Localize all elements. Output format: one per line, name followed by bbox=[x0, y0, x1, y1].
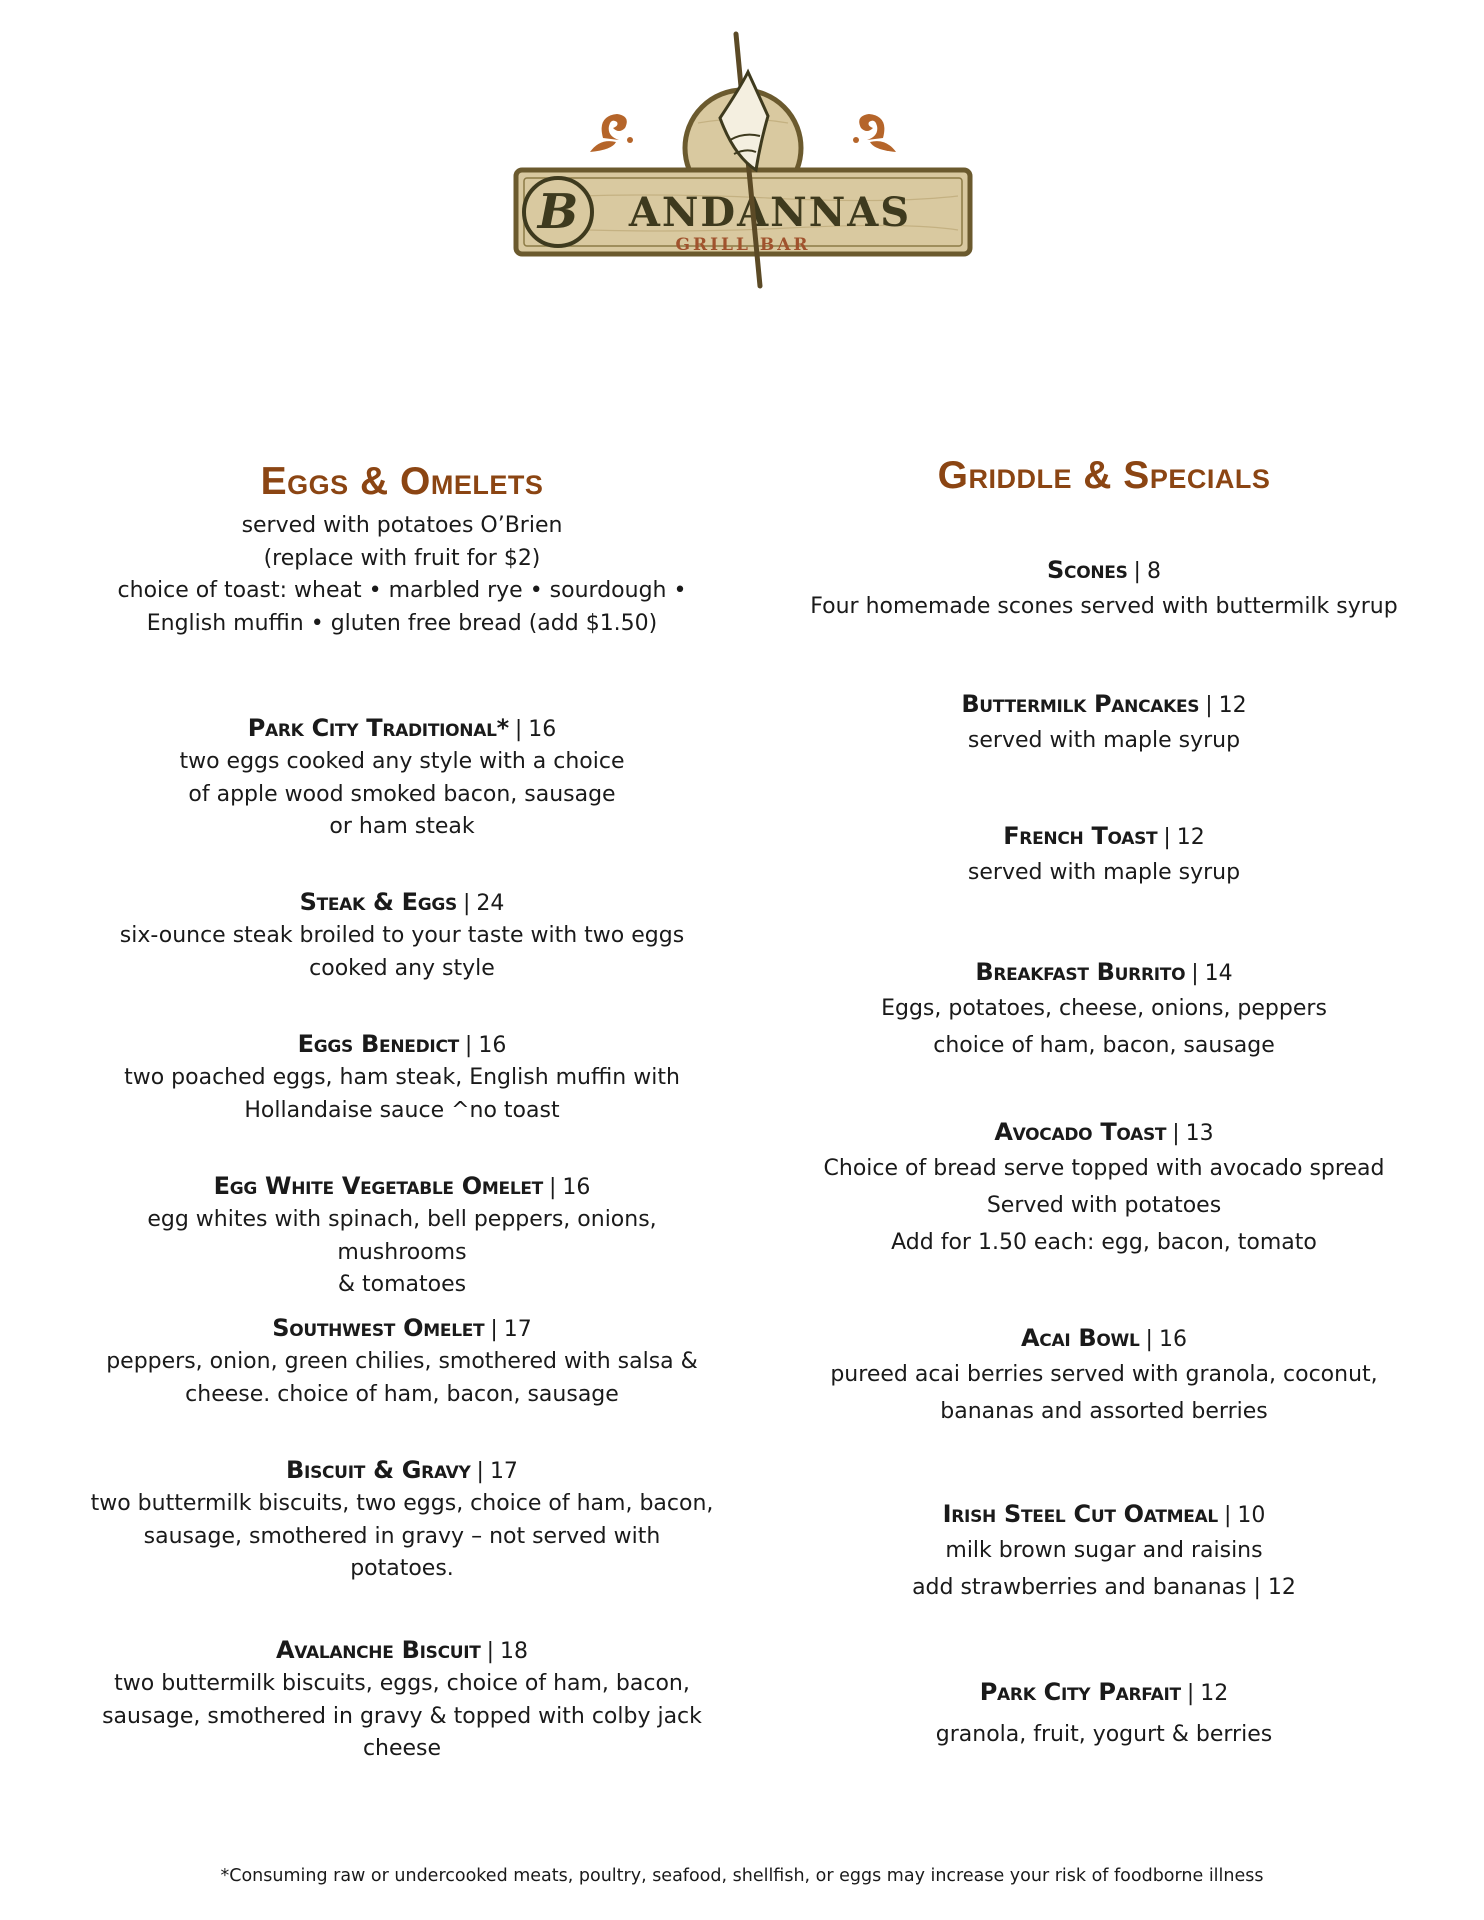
menu-item-park-city-traditional bbox=[82, 712, 722, 844]
svg-text:ANDANNAS: ANDANNAS bbox=[628, 189, 912, 236]
item-description: sausage, smothered in gravy – not served with bbox=[143, 1523, 661, 1549]
menu-item-buttermilk-pancakes bbox=[776, 688, 1432, 759]
menu-item-steak-eggs bbox=[82, 886, 722, 985]
item-price: 17 bbox=[489, 1459, 518, 1484]
svg-text:B: B bbox=[537, 184, 579, 240]
item-description: or ham steak bbox=[329, 814, 475, 839]
item-name: Biscuit & Gravy bbox=[286, 1456, 471, 1484]
price-separator: | bbox=[1223, 1503, 1232, 1528]
item-description: choice of ham, bacon, sausage bbox=[933, 1033, 1275, 1058]
price-separator: | bbox=[1191, 961, 1199, 986]
item-description: Choice of bread serve topped with avocado spread bbox=[823, 1156, 1385, 1181]
item-description: potatoes. bbox=[350, 1556, 454, 1581]
price-separator: | bbox=[476, 1459, 484, 1484]
item-description: Four homemade scones served with buttermilk syrup bbox=[810, 594, 1398, 619]
item-description: bananas and assorted berries bbox=[940, 1399, 1268, 1424]
intro-line: English muffin • gluten free bread (add $1.50) bbox=[146, 610, 658, 636]
item-price: 16 bbox=[1158, 1327, 1187, 1352]
item-description: milk brown sugar and raisins bbox=[945, 1538, 1263, 1563]
item-description: cheese bbox=[362, 1736, 442, 1761]
menu-item-biscuit-gravy bbox=[82, 1454, 722, 1586]
menu-item-irish-steel-cut-oatmeal bbox=[776, 1498, 1432, 1606]
item-description: two buttermilk biscuits, two eggs, choice of ham, bacon, bbox=[90, 1491, 714, 1516]
item-price: 12 bbox=[1218, 693, 1247, 718]
item-price: 16 bbox=[478, 1033, 507, 1058]
item-price: 12 bbox=[1200, 1681, 1229, 1706]
item-price: 13 bbox=[1185, 1121, 1214, 1146]
menu-item-egg-white-vegetable-omelet bbox=[82, 1170, 722, 1302]
item-description: two eggs cooked any style with a choice bbox=[179, 749, 625, 774]
item-description: served with maple syrup bbox=[967, 860, 1241, 885]
menu-item-french-toast bbox=[776, 820, 1432, 891]
item-name: Avalanche Biscuit bbox=[275, 1636, 481, 1664]
price-separator: | bbox=[548, 1175, 557, 1200]
item-description: two poached eggs, ham steak, English muffin with bbox=[124, 1065, 680, 1090]
intro-line: (replace with fruit for $2) bbox=[263, 545, 541, 571]
item-price: 17 bbox=[503, 1317, 532, 1342]
intro-line: choice of toast: wheat • marbled rye • sourdough • bbox=[117, 578, 687, 603]
menu-item-breakfast-burrito bbox=[776, 956, 1432, 1064]
item-price: 18 bbox=[500, 1639, 528, 1664]
item-description: pureed acai berries served with granola, coconut, bbox=[830, 1362, 1378, 1387]
menu-item-southwest-omelet bbox=[82, 1312, 722, 1411]
item-description: cooked any style bbox=[309, 955, 495, 981]
item-name: Park City Traditional* bbox=[247, 714, 509, 742]
section-title-eggs-omelets: Eggs & Omelets bbox=[260, 460, 544, 503]
item-name: Avocado Toast bbox=[994, 1118, 1167, 1146]
item-name: Breakfast Burrito bbox=[975, 958, 1186, 986]
menu-item-avocado-toast bbox=[776, 1116, 1432, 1261]
intro-line: served with potatoes O’Brien bbox=[241, 513, 563, 538]
item-description: add strawberries and bananas | 12 bbox=[912, 1575, 1296, 1600]
price-separator: | bbox=[486, 1639, 494, 1664]
item-name: Steak & Eggs bbox=[299, 888, 457, 916]
bandannas-logo-image bbox=[508, 28, 978, 290]
price-separator: | bbox=[1163, 825, 1171, 850]
price-separator: | bbox=[1172, 1121, 1180, 1146]
item-description: Hollandaise sauce ^no toast bbox=[244, 1097, 560, 1123]
item-price: 16 bbox=[562, 1175, 591, 1200]
item-name: Buttermilk Pancakes bbox=[961, 690, 1200, 718]
svg-text:GRILL BAR: GRILL BAR bbox=[675, 235, 811, 255]
section-title-griddle-specials: Griddle & Specials bbox=[937, 454, 1271, 497]
item-description: Served with potatoes bbox=[986, 1193, 1222, 1218]
item-price: 10 bbox=[1237, 1503, 1266, 1528]
menu-item-eggs-benedict bbox=[82, 1028, 722, 1127]
menu-item-acai-bowl bbox=[776, 1322, 1432, 1430]
item-price: 8 bbox=[1146, 559, 1161, 584]
item-name: Egg White Vegetable Omelet bbox=[213, 1172, 543, 1200]
item-name: Irish Steel Cut Oatmeal bbox=[942, 1500, 1218, 1528]
price-separator: | bbox=[464, 1033, 473, 1058]
menu-item-scones bbox=[776, 554, 1432, 625]
foodborne-illness-disclaimer: *Consuming raw or undercooked meats, poultry, seafood, shellfish, or eggs may increase your risk of foodborne illness bbox=[220, 1866, 1264, 1886]
item-description: & tomatoes bbox=[337, 1272, 467, 1297]
item-description: Eggs, potatoes, cheese, onions, peppers bbox=[881, 996, 1327, 1021]
price-separator: | bbox=[1145, 1327, 1153, 1352]
item-description: cheese. choice of ham, bacon, sausage bbox=[185, 1381, 619, 1407]
menu-item-park-city-parfait bbox=[776, 1676, 1432, 1753]
price-separator: | bbox=[490, 1317, 498, 1342]
item-price: 16 bbox=[528, 717, 557, 742]
item-name: Scones bbox=[1047, 556, 1128, 584]
eggs-omelets-section bbox=[82, 448, 722, 1761]
price-separator: | bbox=[1133, 559, 1141, 584]
price-separator: | bbox=[514, 717, 523, 742]
item-description: served with maple syrup bbox=[967, 728, 1241, 753]
item-description: peppers, onion, green chilies, smothered with salsa & bbox=[106, 1349, 698, 1374]
item-name: Acai Bowl bbox=[1021, 1324, 1140, 1352]
item-price: 12 bbox=[1176, 825, 1205, 850]
price-separator: | bbox=[463, 891, 471, 916]
menu-item-avalanche-biscuit bbox=[82, 1634, 722, 1766]
price-separator: | bbox=[1186, 1681, 1195, 1706]
section-intro bbox=[82, 510, 722, 640]
item-description: egg whites with spinach, bell peppers, onions, mushrooms bbox=[147, 1207, 657, 1265]
item-description: six-ounce steak broiled to your taste with two eggs bbox=[119, 923, 685, 948]
item-description: Add for 1.50 each: egg, bacon, tomato bbox=[891, 1230, 1317, 1255]
item-description: sausage, smothered in gravy & topped with colby jack bbox=[102, 1703, 702, 1729]
item-name: Eggs Benedict bbox=[297, 1030, 459, 1058]
item-name: Park City Parfait bbox=[979, 1678, 1181, 1706]
item-description: granola, fruit, yogurt & berries bbox=[935, 1722, 1273, 1747]
item-price: 14 bbox=[1204, 961, 1233, 986]
restaurant-logo bbox=[508, 28, 978, 290]
item-description: of apple wood smoked bacon, sausage bbox=[188, 781, 616, 807]
griddle-specials-section bbox=[776, 448, 1432, 1747]
price-separator: | bbox=[1205, 693, 1213, 718]
item-name: French Toast bbox=[1003, 822, 1158, 850]
item-description: two buttermilk biscuits, eggs, choice of ham, bacon, bbox=[114, 1671, 690, 1696]
item-price: 24 bbox=[476, 891, 505, 916]
item-name: Southwest Omelet bbox=[272, 1314, 485, 1342]
